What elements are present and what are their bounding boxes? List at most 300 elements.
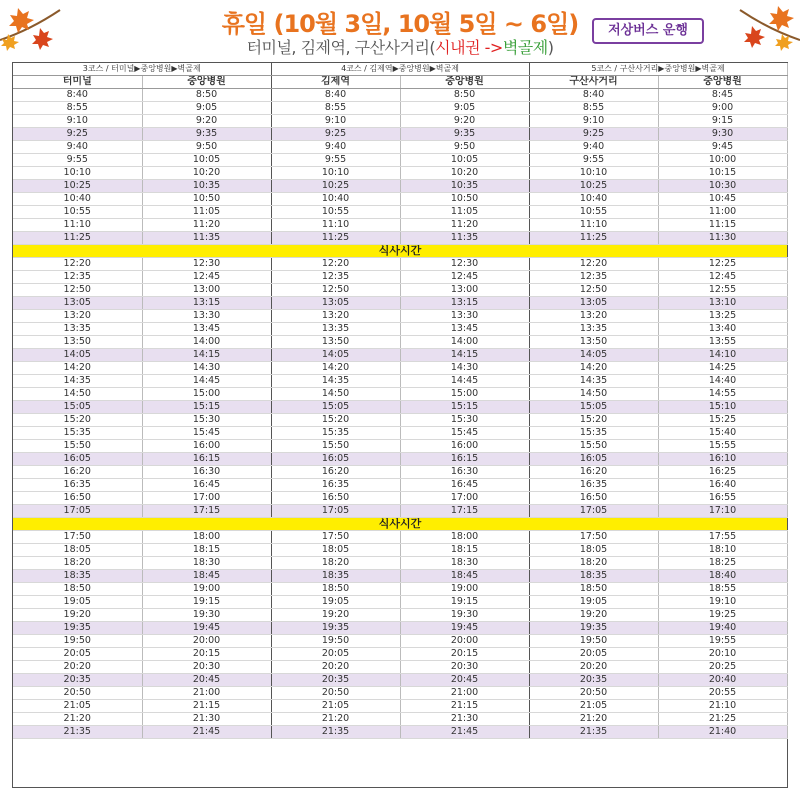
time-cell: 9:35	[400, 128, 529, 141]
time-cell: 17:05	[271, 505, 400, 518]
time-cell: 15:30	[142, 414, 271, 427]
meal-time-row	[13, 245, 787, 258]
time-cell: 14:30	[142, 362, 271, 375]
time-cell: 21:40	[658, 726, 787, 739]
time-cell: 18:00	[142, 531, 271, 544]
time-cell: 13:15	[142, 297, 271, 310]
time-cell: 20:20	[529, 661, 658, 674]
table-row	[13, 154, 787, 167]
time-cell: 17:50	[271, 531, 400, 544]
timetable-body	[13, 63, 787, 739]
stop-name: 김제역	[271, 76, 400, 89]
time-cell: 15:35	[13, 427, 142, 440]
time-cell: 19:00	[400, 583, 529, 596]
time-cell: 18:15	[142, 544, 271, 557]
time-cell: 19:50	[529, 635, 658, 648]
table-row	[13, 674, 787, 687]
time-cell: 16:45	[400, 479, 529, 492]
table-row	[13, 167, 787, 180]
time-cell: 10:20	[142, 167, 271, 180]
time-cell: 19:00	[142, 583, 271, 596]
stop-name: 중앙병원	[142, 76, 271, 89]
time-cell: 13:50	[13, 336, 142, 349]
table-row	[13, 401, 787, 414]
time-cell: 14:50	[529, 388, 658, 401]
time-cell: 16:50	[13, 492, 142, 505]
time-cell: 16:20	[13, 466, 142, 479]
time-cell: 16:25	[658, 466, 787, 479]
time-cell: 18:10	[658, 544, 787, 557]
table-row	[13, 310, 787, 323]
time-cell: 14:45	[400, 375, 529, 388]
time-cell: 9:25	[271, 128, 400, 141]
table-row	[13, 713, 787, 726]
time-cell: 11:25	[13, 232, 142, 245]
table-row	[13, 453, 787, 466]
time-cell: 21:25	[658, 713, 787, 726]
time-cell: 15:55	[658, 440, 787, 453]
time-cell: 15:05	[13, 401, 142, 414]
table-row	[13, 700, 787, 713]
time-cell: 17:15	[400, 505, 529, 518]
time-cell: 9:30	[658, 128, 787, 141]
time-cell: 19:45	[142, 622, 271, 635]
time-cell: 12:50	[13, 284, 142, 297]
time-cell: 10:55	[271, 206, 400, 219]
time-cell: 19:10	[658, 596, 787, 609]
time-cell: 11:05	[142, 206, 271, 219]
table-row	[13, 180, 787, 193]
time-cell: 15:45	[142, 427, 271, 440]
time-cell: 11:20	[142, 219, 271, 232]
time-cell: 21:30	[142, 713, 271, 726]
stop-header-row	[13, 76, 787, 89]
time-cell: 19:20	[271, 609, 400, 622]
time-cell: 9:20	[142, 115, 271, 128]
time-cell: 13:00	[400, 284, 529, 297]
time-cell: 14:45	[142, 375, 271, 388]
time-cell: 16:35	[529, 479, 658, 492]
time-cell: 13:25	[658, 310, 787, 323]
time-cell: 10:35	[142, 180, 271, 193]
time-cell: 18:20	[13, 557, 142, 570]
time-cell: 9:20	[400, 115, 529, 128]
time-cell: 21:45	[142, 726, 271, 739]
course-5-label: 5코스 / 구산사거리▶중앙병원▶벽골제	[529, 63, 787, 76]
subtitle-green-part: 벽골제	[502, 38, 548, 57]
table-row	[13, 297, 787, 310]
time-cell: 14:00	[142, 336, 271, 349]
time-cell: 14:25	[658, 362, 787, 375]
time-cell: 9:10	[13, 115, 142, 128]
time-cell: 8:45	[658, 89, 787, 102]
time-cell: 21:45	[400, 726, 529, 739]
time-cell: 9:50	[142, 141, 271, 154]
time-cell: 18:55	[658, 583, 787, 596]
time-cell: 14:20	[529, 362, 658, 375]
time-cell: 15:40	[658, 427, 787, 440]
time-cell: 12:50	[271, 284, 400, 297]
time-cell: 18:45	[400, 570, 529, 583]
time-cell: 9:25	[529, 128, 658, 141]
time-cell: 13:30	[142, 310, 271, 323]
time-cell: 18:30	[400, 557, 529, 570]
time-cell: 17:10	[658, 505, 787, 518]
table-row	[13, 479, 787, 492]
time-cell: 17:15	[142, 505, 271, 518]
time-cell: 8:55	[13, 102, 142, 115]
time-cell: 18:50	[271, 583, 400, 596]
time-cell: 10:40	[13, 193, 142, 206]
time-cell: 9:10	[271, 115, 400, 128]
time-cell: 9:55	[529, 154, 658, 167]
time-cell: 17:05	[529, 505, 658, 518]
time-cell: 9:05	[142, 102, 271, 115]
table-row	[13, 492, 787, 505]
timetable	[12, 62, 788, 788]
time-cell: 15:35	[271, 427, 400, 440]
time-cell: 18:05	[529, 544, 658, 557]
time-cell: 16:05	[529, 453, 658, 466]
time-cell: 9:10	[529, 115, 658, 128]
time-cell: 12:45	[658, 271, 787, 284]
time-cell: 12:25	[658, 258, 787, 271]
time-cell: 13:35	[13, 323, 142, 336]
time-cell: 13:50	[271, 336, 400, 349]
time-cell: 10:40	[271, 193, 400, 206]
time-cell: 14:40	[658, 375, 787, 388]
table-row	[13, 583, 787, 596]
time-cell: 13:05	[271, 297, 400, 310]
table-row	[13, 544, 787, 557]
time-cell: 15:05	[271, 401, 400, 414]
time-cell: 14:35	[529, 375, 658, 388]
table-row	[13, 414, 787, 427]
time-cell: 20:05	[13, 648, 142, 661]
time-cell: 15:05	[529, 401, 658, 414]
time-cell: 14:05	[13, 349, 142, 362]
time-cell: 11:05	[400, 206, 529, 219]
time-cell: 17:00	[142, 492, 271, 505]
table-row	[13, 284, 787, 297]
meal-time-label: 식사시간	[13, 245, 787, 258]
time-cell: 12:55	[658, 284, 787, 297]
time-cell: 20:45	[400, 674, 529, 687]
time-cell: 16:50	[271, 492, 400, 505]
time-cell: 16:00	[400, 440, 529, 453]
time-cell: 11:10	[13, 219, 142, 232]
time-cell: 9:00	[658, 102, 787, 115]
time-cell: 19:30	[142, 609, 271, 622]
table-row	[13, 726, 787, 739]
time-cell: 10:45	[658, 193, 787, 206]
time-cell: 10:25	[13, 180, 142, 193]
time-cell: 20:30	[400, 661, 529, 674]
time-cell: 16:30	[142, 466, 271, 479]
subtitle-red-part: 시내권 ->	[435, 38, 503, 57]
time-cell: 20:05	[271, 648, 400, 661]
time-cell: 18:35	[271, 570, 400, 583]
time-cell: 8:50	[400, 89, 529, 102]
time-cell: 20:00	[400, 635, 529, 648]
table-row	[13, 570, 787, 583]
time-cell: 20:10	[658, 648, 787, 661]
meal-time-row	[13, 518, 787, 531]
time-cell: 9:50	[400, 141, 529, 154]
time-cell: 11:20	[400, 219, 529, 232]
time-cell: 14:05	[529, 349, 658, 362]
time-cell: 10:25	[271, 180, 400, 193]
time-cell: 11:35	[400, 232, 529, 245]
time-cell: 19:05	[13, 596, 142, 609]
time-cell: 19:35	[13, 622, 142, 635]
time-cell: 16:30	[400, 466, 529, 479]
time-cell: 17:55	[658, 531, 787, 544]
subtitle-suffix: )	[547, 38, 554, 57]
table-row	[13, 388, 787, 401]
time-cell: 19:15	[400, 596, 529, 609]
time-cell: 19:50	[13, 635, 142, 648]
time-cell: 15:15	[400, 401, 529, 414]
time-cell: 14:20	[271, 362, 400, 375]
header	[0, 0, 800, 62]
time-cell: 15:50	[529, 440, 658, 453]
course-3-label: 3코스 / 터미널▶중앙병원▶벽골제	[13, 63, 271, 76]
time-cell: 8:40	[529, 89, 658, 102]
time-cell: 16:45	[142, 479, 271, 492]
time-cell: 13:45	[142, 323, 271, 336]
time-cell: 11:30	[658, 232, 787, 245]
time-cell: 11:10	[529, 219, 658, 232]
table-row	[13, 232, 787, 245]
time-cell: 20:35	[271, 674, 400, 687]
time-cell: 21:20	[529, 713, 658, 726]
stop-name: 중앙병원	[400, 76, 529, 89]
time-cell: 20:45	[142, 674, 271, 687]
time-cell: 19:45	[400, 622, 529, 635]
time-cell: 12:20	[529, 258, 658, 271]
time-cell: 15:20	[529, 414, 658, 427]
table-row	[13, 141, 787, 154]
time-cell: 10:50	[400, 193, 529, 206]
time-cell: 21:35	[529, 726, 658, 739]
table-row	[13, 219, 787, 232]
time-cell: 21:05	[529, 700, 658, 713]
time-cell: 19:35	[529, 622, 658, 635]
time-cell: 17:00	[400, 492, 529, 505]
table-row	[13, 531, 787, 544]
time-cell: 20:05	[529, 648, 658, 661]
time-cell: 12:20	[13, 258, 142, 271]
time-cell: 10:10	[529, 167, 658, 180]
time-cell: 20:15	[400, 648, 529, 661]
time-cell: 9:40	[529, 141, 658, 154]
time-cell: 14:30	[400, 362, 529, 375]
time-cell: 16:05	[271, 453, 400, 466]
time-cell: 20:55	[658, 687, 787, 700]
time-cell: 10:55	[13, 206, 142, 219]
time-cell: 19:05	[271, 596, 400, 609]
time-cell: 21:15	[400, 700, 529, 713]
time-cell: 15:00	[142, 388, 271, 401]
time-cell: 21:35	[271, 726, 400, 739]
time-cell: 18:20	[271, 557, 400, 570]
time-cell: 16:50	[529, 492, 658, 505]
time-cell: 19:20	[13, 609, 142, 622]
time-cell: 14:05	[271, 349, 400, 362]
time-cell: 9:25	[13, 128, 142, 141]
time-cell: 18:45	[142, 570, 271, 583]
time-cell: 13:00	[142, 284, 271, 297]
time-cell: 14:00	[400, 336, 529, 349]
time-cell: 10:55	[529, 206, 658, 219]
time-cell: 15:50	[13, 440, 142, 453]
time-cell: 20:25	[658, 661, 787, 674]
time-cell: 9:40	[271, 141, 400, 154]
table-row	[13, 635, 787, 648]
time-cell: 19:35	[271, 622, 400, 635]
time-cell: 18:40	[658, 570, 787, 583]
time-cell: 14:15	[142, 349, 271, 362]
time-cell: 17:05	[13, 505, 142, 518]
table-row	[13, 271, 787, 284]
meal-time-label: 식사시간	[13, 518, 787, 531]
time-cell: 16:15	[400, 453, 529, 466]
table-row	[13, 687, 787, 700]
table-row	[13, 128, 787, 141]
time-cell: 20:20	[271, 661, 400, 674]
time-cell: 13:40	[658, 323, 787, 336]
time-cell: 16:20	[271, 466, 400, 479]
table-row	[13, 336, 787, 349]
time-cell: 9:55	[13, 154, 142, 167]
time-cell: 18:35	[13, 570, 142, 583]
page-title: 휴일 (10월 3일, 10월 5일 ~ 6일)	[221, 10, 579, 38]
time-cell: 21:30	[400, 713, 529, 726]
time-cell: 19:50	[271, 635, 400, 648]
time-cell: 13:45	[400, 323, 529, 336]
time-cell: 10:05	[400, 154, 529, 167]
time-cell: 11:25	[529, 232, 658, 245]
time-cell: 20:30	[142, 661, 271, 674]
time-cell: 21:20	[13, 713, 142, 726]
time-cell: 13:05	[13, 297, 142, 310]
time-cell: 12:45	[142, 271, 271, 284]
time-cell: 12:35	[271, 271, 400, 284]
course-header-row	[13, 63, 787, 76]
stop-name: 중앙병원	[658, 76, 787, 89]
time-cell: 11:10	[271, 219, 400, 232]
time-cell: 14:35	[271, 375, 400, 388]
time-cell: 19:55	[658, 635, 787, 648]
time-cell: 13:10	[658, 297, 787, 310]
table-row	[13, 89, 787, 102]
time-cell: 18:30	[142, 557, 271, 570]
time-cell: 13:20	[271, 310, 400, 323]
time-cell: 10:10	[13, 167, 142, 180]
time-cell: 9:40	[13, 141, 142, 154]
table-row	[13, 115, 787, 128]
time-cell: 19:40	[658, 622, 787, 635]
time-cell: 15:45	[400, 427, 529, 440]
time-cell: 15:20	[271, 414, 400, 427]
time-cell: 12:20	[271, 258, 400, 271]
time-cell: 16:20	[529, 466, 658, 479]
time-cell: 8:50	[142, 89, 271, 102]
time-cell: 13:50	[529, 336, 658, 349]
time-cell: 20:40	[658, 674, 787, 687]
time-cell: 18:50	[13, 583, 142, 596]
table-row	[13, 505, 787, 518]
time-cell: 18:05	[13, 544, 142, 557]
time-cell: 8:55	[529, 102, 658, 115]
time-cell: 15:25	[658, 414, 787, 427]
stop-name: 구산사거리	[529, 76, 658, 89]
timetable-grid	[13, 63, 788, 739]
time-cell: 19:30	[400, 609, 529, 622]
time-cell: 18:35	[529, 570, 658, 583]
time-cell: 17:50	[13, 531, 142, 544]
low-floor-bus-badge: 저상버스 운행	[592, 18, 704, 44]
time-cell: 9:35	[142, 128, 271, 141]
time-cell: 10:10	[271, 167, 400, 180]
time-cell: 21:20	[271, 713, 400, 726]
time-cell: 17:50	[529, 531, 658, 544]
time-cell: 20:15	[142, 648, 271, 661]
time-cell: 20:50	[13, 687, 142, 700]
table-row	[13, 609, 787, 622]
time-cell: 8:55	[271, 102, 400, 115]
time-cell: 11:15	[658, 219, 787, 232]
time-cell: 20:35	[529, 674, 658, 687]
table-row	[13, 440, 787, 453]
time-cell: 12:35	[529, 271, 658, 284]
time-cell: 9:55	[271, 154, 400, 167]
time-cell: 13:15	[400, 297, 529, 310]
time-cell: 20:00	[142, 635, 271, 648]
time-cell: 21:35	[13, 726, 142, 739]
time-cell: 13:20	[13, 310, 142, 323]
time-cell: 13:30	[400, 310, 529, 323]
time-cell: 18:25	[658, 557, 787, 570]
table-row	[13, 375, 787, 388]
table-row	[13, 648, 787, 661]
time-cell: 10:00	[658, 154, 787, 167]
table-row	[13, 258, 787, 271]
time-cell: 19:15	[142, 596, 271, 609]
time-cell: 10:35	[400, 180, 529, 193]
time-cell: 15:00	[400, 388, 529, 401]
time-cell: 20:50	[271, 687, 400, 700]
maple-leaf-icon	[730, 0, 800, 62]
time-cell: 21:15	[142, 700, 271, 713]
time-cell: 14:35	[13, 375, 142, 388]
time-cell: 15:35	[529, 427, 658, 440]
time-cell: 21:10	[658, 700, 787, 713]
table-row	[13, 323, 787, 336]
subtitle-prefix: 터미널, 김제역, 구산사거리(	[246, 38, 436, 57]
time-cell: 18:15	[400, 544, 529, 557]
time-cell: 15:30	[400, 414, 529, 427]
table-row	[13, 349, 787, 362]
time-cell: 16:55	[658, 492, 787, 505]
time-cell: 15:10	[658, 401, 787, 414]
time-cell: 10:50	[142, 193, 271, 206]
time-cell: 21:00	[142, 687, 271, 700]
time-cell: 18:05	[271, 544, 400, 557]
table-row	[13, 466, 787, 479]
table-row	[13, 362, 787, 375]
